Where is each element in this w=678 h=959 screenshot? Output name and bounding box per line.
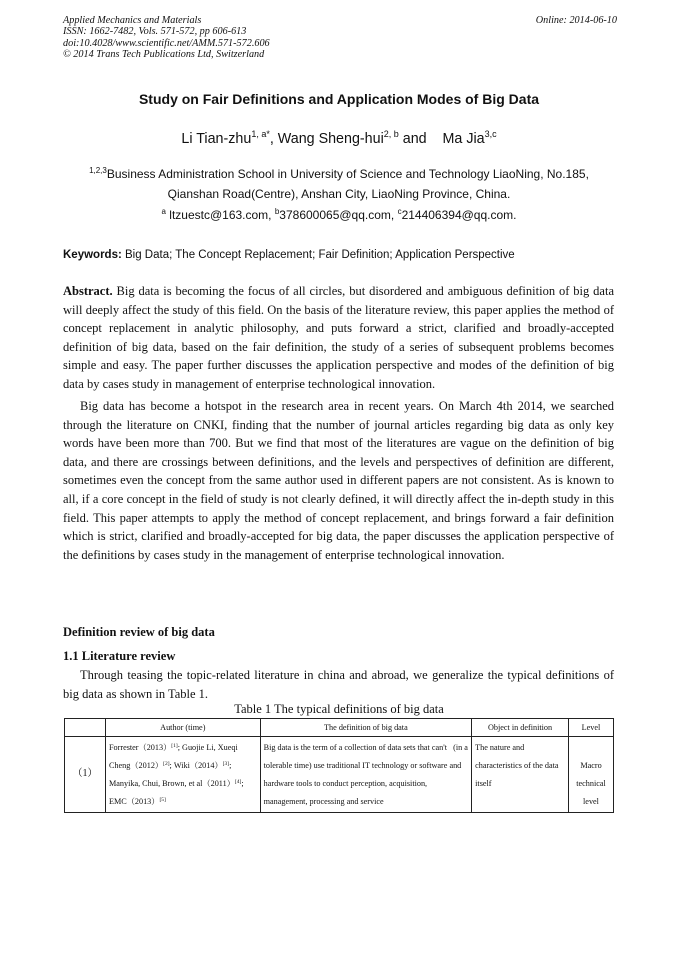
abstract-text: Big data is becoming the focus of all circles, but disordered and ambiguous definition of big data will deeply affect the study of this field. On the basis of the literature review, this paper applies the method of concept replacement in analytic philosophy, and puts forward a strict, clarified and broadly-accepted definition of big data, based on the fair definition, the study of a series of subsequent problems becomes simple and easy. The paper further discusses the application perspective and modes of the definition of big data by cases study in management of enterprise technological innovation. xyxy=(63,284,614,391)
table-header-row xyxy=(65,719,614,737)
author-ref-1: Forrester（2013） xyxy=(108,743,172,752)
email-c[interactable]: 214406394@qq.com. xyxy=(401,208,517,222)
journal-header xyxy=(63,15,617,61)
literature-review-paragraph: Through teasing the topic-related literature in china and abroad, we generalize the typical definitions of big data as shown in Table 1. xyxy=(63,668,614,701)
row-level xyxy=(569,737,614,813)
affiliation-line-2: Qianshan Road(Centre), Anshan City, LiaoNing Province, China. xyxy=(167,186,511,201)
author-ref-5: ; EMC（2013） xyxy=(108,779,244,806)
doi-line: doi:10.4028/www.scientific.net/AMM.571-572.606 xyxy=(63,37,270,49)
citation-1: [1] xyxy=(171,743,178,749)
author-line xyxy=(60,131,618,147)
abstract xyxy=(63,282,614,394)
header-index xyxy=(65,719,106,737)
level-line-3: level xyxy=(583,797,599,806)
affiliation-sup: 1,2,3 xyxy=(89,166,107,175)
row-definition: Big data is the term of a collection of data sets that can't (in a tolerable time) use traditional IT technology or software and hardware tools to conduct perception, acquisition, management, processing and service xyxy=(260,737,472,813)
header-object: Object in definition xyxy=(472,719,569,737)
row-authors xyxy=(105,737,260,813)
author-ref-3: ; Wiki（2014） xyxy=(169,761,223,770)
header-definition: The definition of big data xyxy=(260,719,472,737)
introduction-paragraph: Big data has become a hotspot in the research area in recent years. On March 4th 2014, we searched through the literature on CNKI, finding that the number of journal articles regarding big data as only key words have been more than 700. But we find that most of the literatures are vague on the definition of big data, and there are crossings between definitions, and the levels and perspectives of definition are different, sometimes even the concept from the same author used in different papers are not consistent. As is known to all, if a core concept in the field of study is not clearly defined, it will directly affect the in-depth study in this field. This paper attempts to apply the method of concept replacement, and brings forward a fair definition which is strict, clarified and broadly-accepted for big data, the paper discusses the application perspective of the definitions by cases study in the management of enterprise technological innovation. xyxy=(63,399,614,562)
author-2: Wang Sheng-hui xyxy=(277,131,384,147)
email-a-sup: a xyxy=(161,207,166,216)
keywords xyxy=(63,249,617,261)
journal-name: Applied Mechanics and Materials xyxy=(63,15,202,26)
issn-line: ISSN: 1662-7482, Vols. 571-572, pp 606-613 xyxy=(63,26,247,38)
level-line-1: Macro xyxy=(580,761,602,770)
author-ref-2: ; Guojie Li, Xueqi Cheng（2012） xyxy=(108,743,238,770)
citation-2: [2] xyxy=(163,761,170,767)
email-c-sup: c xyxy=(397,207,402,216)
email-a[interactable]: ltzuestc@163.com, xyxy=(165,208,275,222)
author-and: and xyxy=(398,131,443,147)
header-level: Level xyxy=(569,719,614,737)
definitions-table xyxy=(64,718,614,813)
level-line-2: technical xyxy=(576,779,606,788)
author-1: Li Tian-zhu xyxy=(181,131,252,147)
citation-3: [3] xyxy=(222,761,230,767)
author-2-affil: 2, b xyxy=(383,129,399,139)
paper-title: Study on Fair Definitions and Application Modes of Big Data xyxy=(138,91,540,107)
email-line xyxy=(60,208,618,222)
affiliation-line-1: Business Administration School in University of Science and Technology LiaoNing, No.185, xyxy=(106,167,589,181)
row-object: The nature and characteristics of the data itself xyxy=(472,737,569,813)
section-heading-definition-review: Definition review of big data xyxy=(63,625,215,639)
header-author: Author (time) xyxy=(105,719,260,737)
author-separator: , xyxy=(269,131,278,147)
author-1-affil: 1, a* xyxy=(251,129,270,139)
keywords-label: Keywords: xyxy=(63,249,122,261)
author-ref-4: ; Manyika, Chui, Brown, et al（2011） xyxy=(108,761,235,788)
email-b-sup: b xyxy=(274,207,280,216)
subsection-heading-literature-review: 1.1 Literature review xyxy=(63,649,176,663)
table-caption: Table 1 The typical definitions of big data xyxy=(234,702,444,716)
author-3-affil: 3,c xyxy=(484,129,497,139)
email-b[interactable]: 378600065@qq.com, xyxy=(279,208,398,222)
citation-4: [4] xyxy=(234,779,242,785)
abstract-label: Abstract. xyxy=(63,284,113,298)
keywords-text: Big Data; The Concept Replacement; Fair Definition; Application Perspective xyxy=(121,249,515,261)
online-date: Online: 2014-06-10 xyxy=(535,15,617,26)
citation-5: [5] xyxy=(159,797,166,803)
copyright-line: © 2014 Trans Tech Publications Ltd, Switzerland xyxy=(63,49,265,61)
affiliation xyxy=(66,165,612,204)
table-row xyxy=(65,737,614,813)
author-3: Ma Jia xyxy=(442,131,485,147)
row-index: （1） xyxy=(65,737,106,813)
